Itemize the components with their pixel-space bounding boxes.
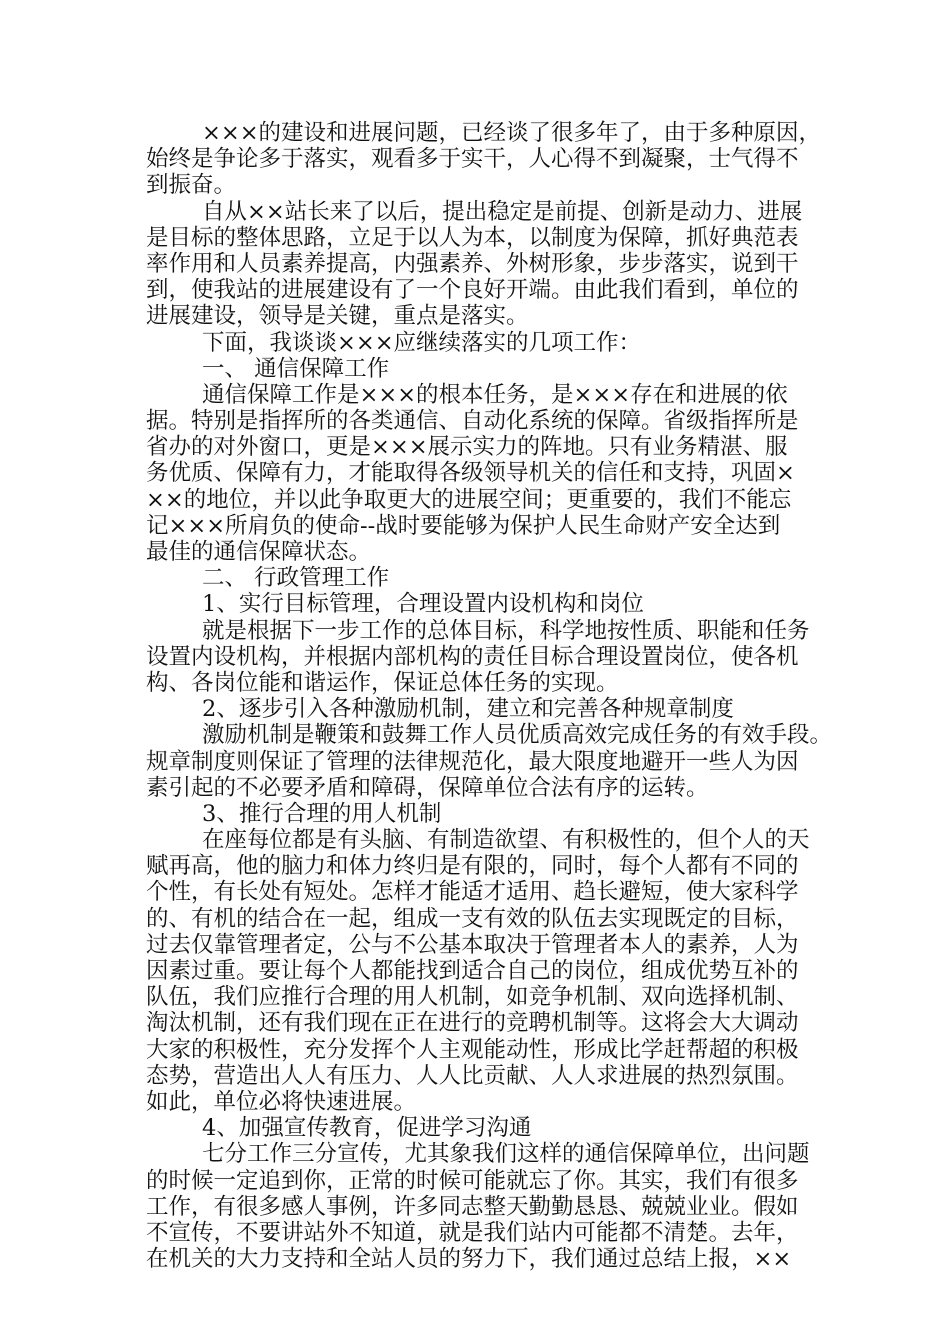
text-line: 4、加强宣传教育，促进学习沟通: [202, 1115, 532, 1142]
text-line: 在座每位都是有头脑、有制造欲望、有积极性的，但个人的天: [202, 827, 810, 854]
text-line: 因素过重。要让每个人都能找到适合自己的岗位，组成优势互补的: [146, 958, 799, 984]
text-line: 态势，营造出人人有压力、人人比贡献、人人求进展的热烈氛围。: [146, 1062, 799, 1089]
text-line: 工作，有很多感人事例，许多同志整天勤勤恳恳、兢兢业业。假如: [146, 1193, 799, 1220]
text-line: 淘汰机制，还有我们现在正在进行的竞聘机制等。这将会大大调动: [146, 1010, 799, 1037]
text-line: 素引起的不必要矛盾和障碍，保障单位合法有序的运转。: [146, 774, 709, 801]
text-line: 在机关的大力支持和全站人员的努力下，我们通过总结上报，××: [146, 1246, 792, 1273]
text-line: 1、实行目标管理，合理设置内设机构和岗位: [202, 591, 644, 618]
text-line: 省办的对外窗口，更是×××展示实力的阵地。只有业务精湛、服: [146, 434, 788, 461]
text-line: 设置内设机构，并根据内部机构的责任目标合理设置岗位，使各机: [146, 643, 799, 670]
text-line: 始终是争论多于落实，观看多于实干，人心得不到凝聚，士气得不: [146, 146, 799, 173]
text-line: 务优质、保障有力，才能取得各级领导机关的信任和支持，巩固×: [146, 460, 795, 487]
text-line: 据。特别是指挥所的各类通信、自动化系统的保障。省级指挥所是: [146, 408, 799, 435]
text-line: 2、逐步引入各种激励机制，建立和完善各种规章制度: [202, 696, 734, 723]
text-line: 下面，我谈谈×××应继续落实的几项工作：: [202, 329, 642, 356]
text-line: 通信保障工作是×××的根本任务，是×××存在和进展的依: [202, 381, 788, 408]
document-page: [146, 120, 833, 1273]
text-line: 七分工作三分宣传，尤其象我们这样的通信保障单位，出问题: [202, 1141, 810, 1168]
text-line: 是目标的整体思路，立足于以人为本，以制度为保障，抓好典范表: [146, 224, 799, 251]
text-line: 不宣传，不要讲站外不知道，就是我们站内可能都不清楚。去年，: [146, 1219, 799, 1246]
text-line: 如此，单位必将快速进展。: [146, 1088, 417, 1115]
text-line: 赋再高，他的脑力和体力终归是有限的，同时，每个人都有不同的: [146, 853, 799, 880]
text-line: 规章制度则保证了管理的法律规范化，最大限度地避开一些人为因: [146, 748, 799, 775]
text-line: 大家的积极性，充分发挥个人主观能动性，形成比学赶帮超的积极: [146, 1036, 799, 1063]
text-line: 队伍，我们应推行合理的用人机制，如竞争机制、双向选择机制、: [146, 984, 799, 1011]
text-line: 就是根据下一步工作的总体目标，科学地按性质、职能和任务: [202, 617, 810, 644]
text-line: 到振奋。: [146, 172, 237, 199]
text-line: 的时候一定追到你，正常的时候可能就忘了你。其实，我们有很多: [146, 1167, 799, 1194]
text-line: 3、推行合理的用人机制: [202, 800, 442, 827]
text-line: 记×××所肩负的使命--战时要能够为保护人民生命财产安全达到: [146, 512, 781, 539]
text-line: ×××的建设和进展问题，已经谈了很多年了，由于多种原因，: [202, 120, 822, 146]
text-line: 率作用和人员素养提高，内强素养、外树形象，步步落实，说到干: [146, 250, 799, 277]
text-line: 一、 通信保障工作: [202, 355, 390, 382]
text-line: ××的地位，并以此争取更大的进展空间；更重要的，我们不能忘: [146, 486, 792, 513]
text-line: 二、 行政管理工作: [202, 565, 390, 592]
text-line: 的、有机的结合在一起，组成一支有效的队伍去实现既定的目标，: [146, 905, 799, 932]
text-line: 构、各岗位能和谐运作，保证总体任务的实现。: [146, 669, 619, 696]
text-line: 到，使我站的进展建设有了一个良好开端。由此我们看到，单位的: [146, 277, 799, 304]
text-line: 自从××站长来了以后，提出稳定是前提、创新是动力、进展: [202, 198, 803, 225]
text-line: 个性，有长处有短处。怎样才能适才适用、趋长避短，使大家科学: [146, 879, 799, 906]
text-line: 过去仅靠管理者定，公与不公基本取决于管理者本人的素养，人为: [146, 931, 799, 958]
text-line: 激励机制是鞭策和鼓舞工作人员优质高效完成任务的有效手段。: [202, 722, 833, 749]
text-line: 最佳的通信保障状态。: [146, 539, 372, 565]
text-line: 进展建设，领导是关键，重点是落实。: [146, 303, 529, 330]
